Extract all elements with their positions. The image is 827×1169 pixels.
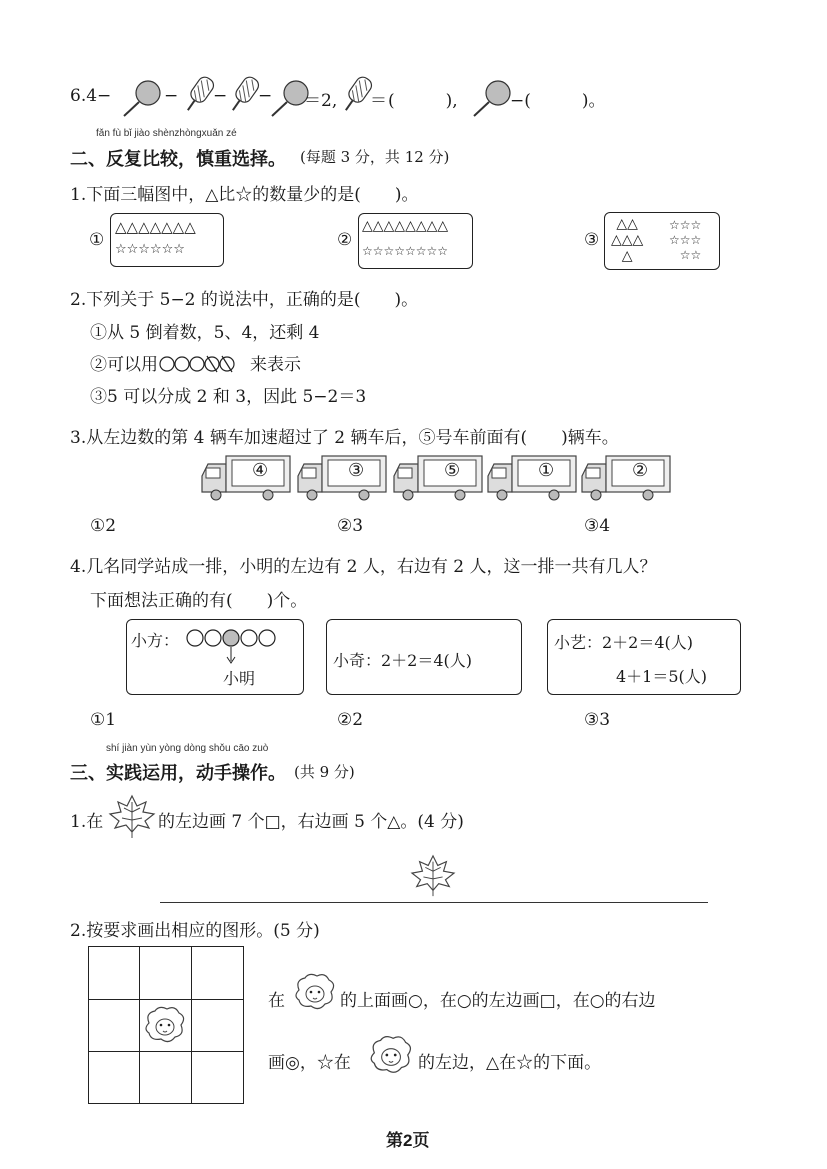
- s2-q2-text: 2.下列关于 5−2 的说法中，正确的是( )。: [70, 290, 419, 310]
- circles-crossed-icon: [158, 355, 250, 373]
- s2-q1-opt1-box: [110, 213, 224, 267]
- triangles-row: △△△△△△△△: [362, 218, 449, 234]
- truck-icon: [390, 454, 486, 502]
- truck: [484, 454, 580, 502]
- s2-q1-opt2-label[interactable]: ②: [337, 230, 353, 250]
- lollipop-icon: [118, 78, 164, 118]
- q6-number: 6.: [70, 86, 87, 106]
- s2-q2-opt2-pre: ②可以用: [90, 355, 158, 375]
- s2-q1-opt3-box: [604, 212, 720, 270]
- section2-pinyin: fǎn fù bǐ jiào shènzhòngxuǎn zé: [96, 128, 237, 139]
- s3-q1-pre: 1.在: [70, 812, 104, 832]
- truck-icon: [578, 454, 674, 502]
- section2-title: 二、反复比较，慎重选择。: [70, 149, 286, 170]
- q6-minus-1: −: [164, 86, 179, 106]
- truck-number: ③: [348, 460, 365, 481]
- triangles-row: △△△△△△△: [115, 218, 196, 236]
- s3-q1-post: 的左边画 7 个□，右边画 5 个△。(4 分): [158, 812, 464, 832]
- s2-q4-box1: [126, 619, 304, 695]
- leaf-icon: [410, 852, 456, 900]
- drawing-baseline: [160, 902, 708, 903]
- truck-icon: [484, 454, 580, 502]
- s2-q4-opt3[interactable]: ③3: [584, 710, 611, 730]
- s2-q3-opt1[interactable]: ①2: [90, 516, 117, 536]
- section3-title: 三、实践运用，动手操作。: [70, 763, 286, 784]
- circles-row-icon: [185, 627, 297, 671]
- truck: [198, 454, 294, 502]
- s3-q2-line1-post: 的上面画○，在○的左边画□，在○的右边: [340, 991, 656, 1011]
- truck-icon: [294, 454, 390, 502]
- box3-line1: 小艺：2＋2＝4(人): [554, 633, 694, 652]
- q6-minus-3: −: [258, 86, 273, 106]
- truck-icon: [198, 454, 294, 502]
- s2-q2-opt3[interactable]: ③5 可以分成 2 和 3，因此 5−2＝3: [90, 387, 367, 407]
- q6-minus-2: −: [213, 86, 228, 106]
- section3-score: (共 9 分): [294, 763, 355, 781]
- s2-q2-opt2[interactable]: [90, 350, 301, 375]
- q6-eq2: ＝: [370, 91, 387, 111]
- sheep-icon: [366, 1034, 414, 1078]
- box1-name: 小明: [223, 669, 256, 688]
- s2-q3-text: 3.从左边数的第 4 辆车加速超过了 2 辆车后，⑤号车前面有( )辆车。: [70, 428, 619, 448]
- s2-q4-opt1[interactable]: ①1: [90, 710, 117, 730]
- drawing-grid[interactable]: [88, 946, 244, 1104]
- truck: [294, 454, 390, 502]
- q6-answer-blank-1[interactable]: ( ),: [388, 91, 458, 111]
- q6-lead: 4−: [86, 86, 112, 106]
- s2-q2-opt1[interactable]: ①从 5 倒着数，5、4，还剩 4: [90, 323, 320, 343]
- s3-q2-title: 2.按要求画出相应的图形。(5 分): [70, 921, 320, 941]
- s2-q1-text: 1.下面三幅图中，△比☆的数量少的是( )。: [70, 185, 419, 205]
- grid-line: [191, 947, 192, 1103]
- truck: [578, 454, 674, 502]
- truck-number: ⑤: [444, 460, 461, 481]
- s2-q3-opt3[interactable]: ③4: [584, 516, 611, 536]
- section2-score: (每题 3 分，共 12 分): [300, 148, 450, 166]
- sheep-icon: [141, 1005, 187, 1047]
- q6-answer-blank-2[interactable]: −( )。: [510, 91, 606, 111]
- sheep-icon: [290, 972, 338, 1014]
- q6-line: [70, 86, 111, 106]
- triangles-cluster: △△ △△△ △: [611, 216, 644, 264]
- truck: [390, 454, 486, 502]
- stars-row: ☆☆☆☆☆☆: [115, 242, 185, 257]
- truck-number: ②: [632, 460, 649, 481]
- grid-line: [89, 1051, 243, 1052]
- box2-text: 小奇：2＋2＝4(人): [333, 651, 473, 670]
- s2-q4-box2: [326, 619, 522, 695]
- q6-equals: ＝2,: [304, 91, 338, 111]
- stars-row: ☆☆☆☆☆☆☆☆: [362, 244, 449, 258]
- box1-label: 小方：: [131, 631, 180, 650]
- s3-q2-line2-post: 的左边，△在☆的下面。: [418, 1053, 602, 1073]
- truck-number: ④: [252, 460, 269, 481]
- s2-q1-opt3-label[interactable]: ③: [584, 230, 600, 250]
- s2-q4-text2: 下面想法正确的有( )个。: [90, 591, 308, 611]
- s2-q4-box3: [547, 619, 741, 695]
- grid-line: [89, 999, 243, 1000]
- leaf-icon: [108, 794, 156, 840]
- grid-line: [139, 947, 140, 1103]
- s3-q2-line2-pre: 画◎，☆在: [268, 1053, 351, 1073]
- s2-q1-opt1-label[interactable]: ①: [89, 230, 105, 250]
- page-number: 第2页: [386, 1131, 430, 1150]
- box3-line2: 4＋1＝5(人): [616, 667, 708, 686]
- s2-q1-opt2-box: [358, 213, 473, 269]
- s3-q2-line1-pre: 在: [268, 991, 285, 1011]
- section3-pinyin: shí jiàn yùn yòng dòng shǒu cāo zuò: [106, 743, 269, 754]
- stars-cluster: ☆☆☆ ☆☆☆ ☆☆: [669, 218, 702, 262]
- s2-q4-opt2[interactable]: ②2: [337, 710, 364, 730]
- s2-q2-opt2-post: 来表示: [250, 355, 301, 375]
- lollipop-icon: [468, 78, 514, 118]
- s2-q3-opt2[interactable]: ②3: [337, 516, 364, 536]
- truck-number: ①: [538, 460, 555, 481]
- s2-q4-text1: 4.几名同学站成一排，小明的左边有 2 人，右边有 2 人，这一排一共有几人？: [70, 557, 657, 577]
